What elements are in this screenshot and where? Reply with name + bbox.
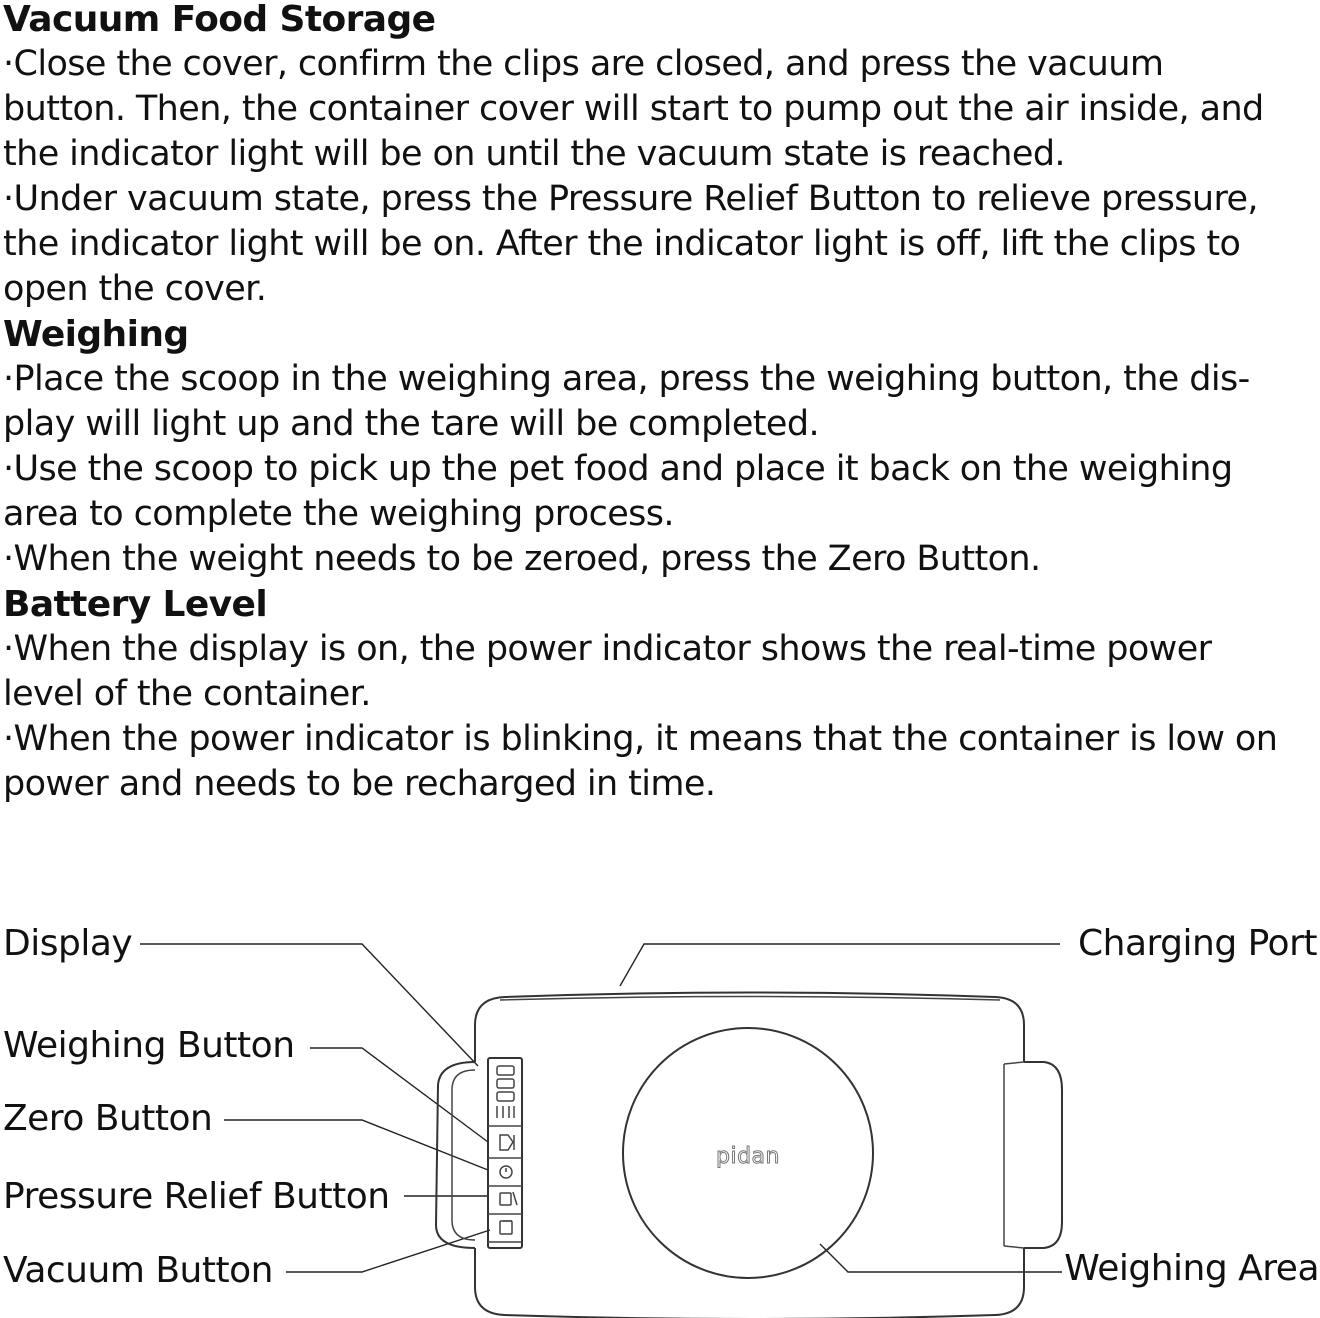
label-weighing-button: Weighing Button: [3, 1025, 295, 1066]
text-line: ·When the weight needs to be zeroed, press the Zero Button.: [3, 539, 1041, 579]
text-line: level of the container.: [3, 674, 371, 714]
text-line: ·Close the cover, confirm the clips are closed, and press the vacuum: [3, 44, 1164, 84]
text-line: ·When the display is on, the power indicator shows the real-time power: [3, 629, 1212, 669]
text-line: ·Use the scoop to pick up the pet food and place it back on the weighing: [3, 449, 1233, 489]
text-line: play will light up and the tare will be completed.: [3, 404, 819, 444]
zero-button-icon[interactable]: [500, 1166, 512, 1178]
section-title: Battery Level: [3, 584, 268, 625]
control-panel: [488, 1058, 522, 1248]
section-title: Vacuum Food Storage: [3, 0, 436, 40]
label-zero-button: Zero Button: [3, 1098, 213, 1139]
label-pressure-relief-button: Pressure Relief Button: [3, 1176, 390, 1217]
text-line: power and needs to be recharged in time.: [3, 764, 716, 804]
leader-zero-button: [224, 1120, 488, 1170]
label-vacuum-button: Vacuum Button: [3, 1250, 273, 1291]
text-line: open the cover.: [3, 269, 267, 309]
text-line: the indicator light will be on until the vacuum state is reached.: [3, 134, 1065, 174]
weighing-button-icon[interactable]: [500, 1135, 514, 1150]
text-line: ·When the power indicator is blinking, it means that the container is low on: [3, 719, 1278, 759]
vacuum-button-icon[interactable]: [500, 1221, 512, 1234]
text-line: area to complete the weighing process.: [3, 494, 674, 534]
display-icon: [497, 1066, 514, 1118]
label-charging-port: Charging Port: [1077, 923, 1317, 964]
section-title: Weighing: [3, 314, 189, 355]
text-line: button. Then, the container cover will start to pump out the air inside, and: [3, 89, 1264, 129]
label-weighing-area: Weighing Area: [1064, 1248, 1319, 1289]
label-display: Display: [3, 923, 133, 964]
leader-charging-port: [620, 944, 1060, 986]
text-line: the indicator light will be on. After the indicator light is off, lift the clips to: [3, 224, 1241, 264]
text-line: ·Under vacuum state, press the Pressure Relief Button to relieve pressure,: [3, 179, 1258, 219]
text-line: ·Place the scoop in the weighing area, press the weighing button, the dis-: [3, 359, 1250, 399]
brand-logo: pidan: [716, 1144, 780, 1169]
pressure-relief-button-icon[interactable]: [500, 1192, 517, 1205]
